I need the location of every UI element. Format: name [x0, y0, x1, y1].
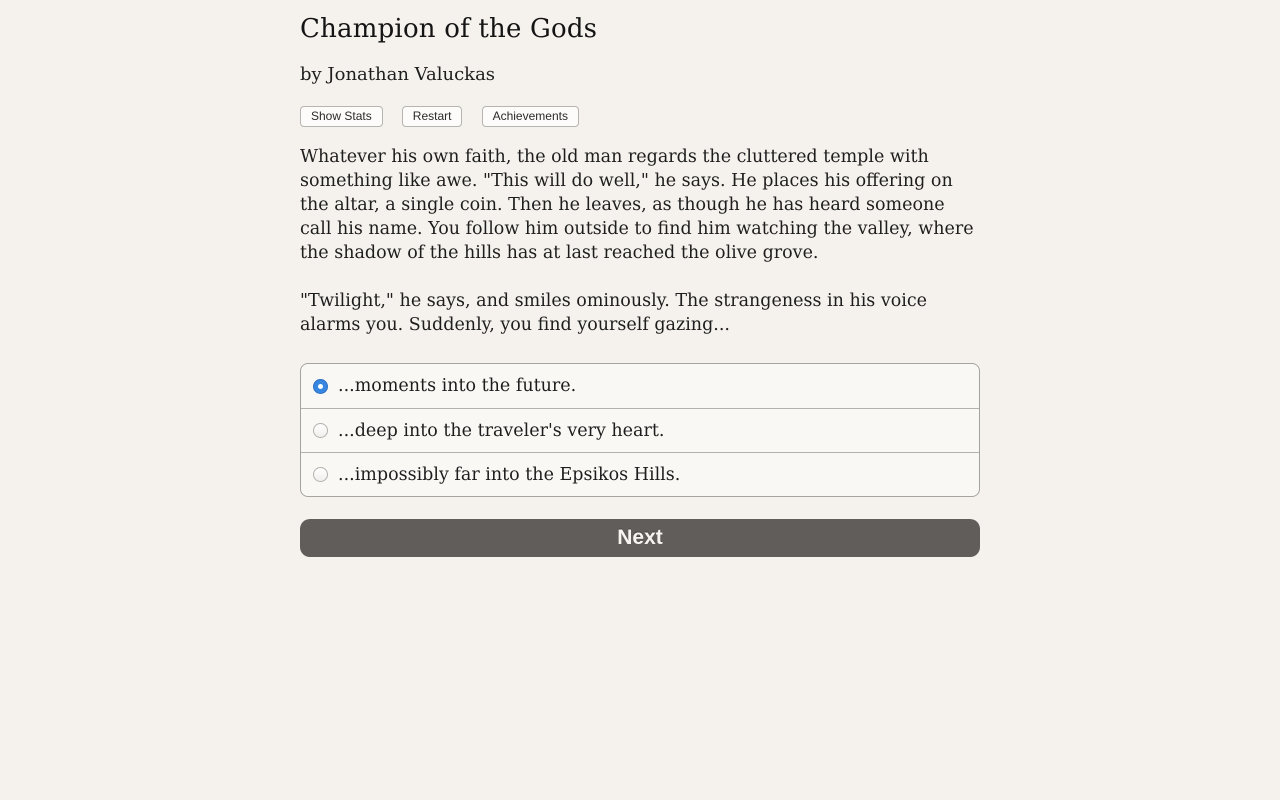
radio-button-icon[interactable] [313, 379, 328, 394]
achievements-button[interactable]: Achievements [482, 106, 579, 127]
choice-option-3[interactable] [301, 452, 979, 496]
show-stats-button[interactable]: Show Stats [300, 106, 383, 127]
story-text [300, 145, 980, 337]
author-byline: by Jonathan Valuckas [300, 64, 496, 85]
radio-button-icon[interactable] [313, 423, 328, 438]
story-paragraph: "Twilight," he says, and smiles ominously. The strangeness in his voice alarms you. Suddenly, you find yourself gazing... [300, 291, 928, 335]
toolbar [300, 105, 980, 127]
choice-option-2[interactable] [301, 408, 979, 452]
restart-button[interactable]: Restart [402, 106, 463, 127]
choice-option-1[interactable] [301, 364, 979, 408]
radio-button-icon[interactable] [313, 467, 328, 482]
story-paragraph: Whatever his own faith, the old man regards the cluttered temple with something like awe. "This will do well," he says. He places his offering on the altar, a single coin. Then he leaves, as though he has heard someone call his name. You follow him outside to find him watching the valley, where the shadow of the hills has at last reached the olive grove. [300, 147, 974, 263]
page-title: Champion of the Gods [300, 14, 598, 44]
choice-group [300, 363, 980, 497]
choice-label: ...deep into the traveler's very heart. [338, 420, 665, 441]
next-button[interactable]: Next [300, 519, 980, 557]
main-content [300, 0, 980, 557]
choice-label: ...moments into the future. [338, 376, 577, 396]
choice-label: ...impossibly far into the Epsikos Hills. [338, 464, 681, 485]
